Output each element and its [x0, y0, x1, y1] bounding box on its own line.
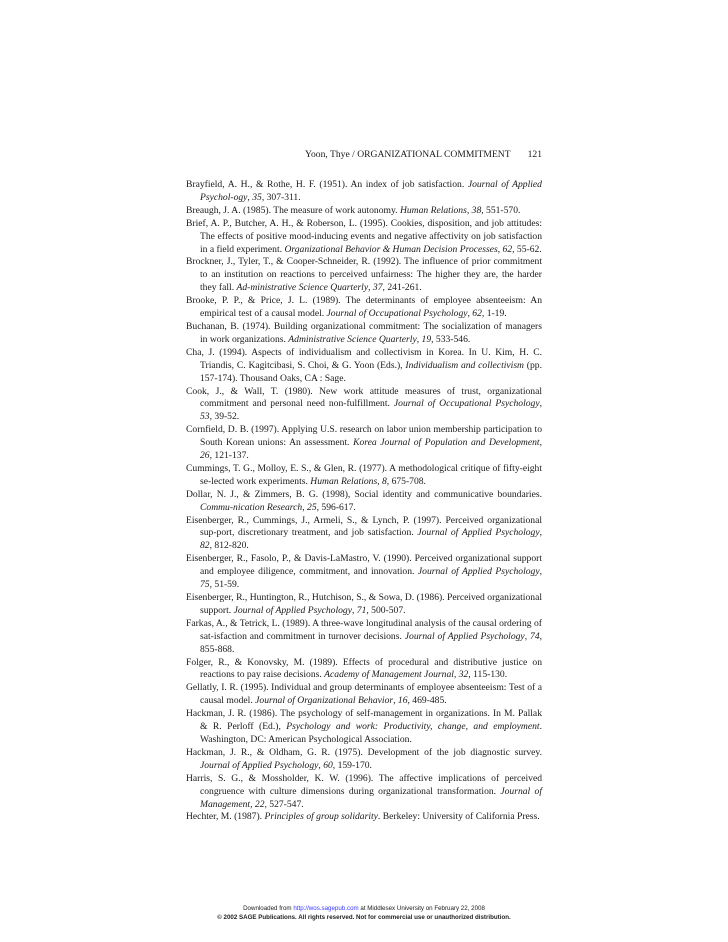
reference-text-segment: ,	[250, 798, 255, 810]
reference-text-segment: , 551-570.	[481, 204, 521, 216]
reference-entry	[186, 424, 542, 463]
reference-italic-segment: Korea Journal of Population and Development	[353, 437, 540, 449]
reference-text-segment: ,	[393, 695, 398, 707]
reference-entry	[186, 218, 542, 257]
reference-italic-segment: Journal of Applied Psychology	[233, 604, 352, 616]
reference-italic-segment: 62	[502, 243, 513, 255]
reference-italic-segment: Human Relations	[310, 475, 378, 487]
reference-text-segment: Farkas, A., & Tetrick, L. (1989). A three-wave longitudinal analysis of the causal ordering of sat-isfaction and commitment in turnover decisions.	[186, 617, 542, 642]
reference-text-segment: Harris, S. G., & Mossholder, K. W. (1996). The affective implications of perceived congruence with culture dimensions during organizational transformation.	[186, 772, 542, 797]
reference-text-segment: Buchanan, B. (1974). Building organizational commitment: The socialization of managers in work organizations.	[186, 320, 542, 345]
reference-text-segment: Hechter, M. (1987).	[186, 811, 265, 823]
reference-italic-segment: Journal of Management	[200, 785, 542, 810]
reference-text-segment: , 469-485.	[407, 695, 447, 707]
reference-entry	[186, 295, 542, 321]
reference-italic-segment: Commu-nication Research	[200, 501, 303, 513]
reference-entry	[186, 657, 542, 683]
reference-italic-segment: Journal of Occupational Psychology	[393, 398, 540, 410]
reference-italic-segment: Journal of Applied Psychol-ogy	[200, 179, 542, 203]
reference-italic-segment: 71	[356, 604, 367, 616]
reference-text-segment: Cha, J. (1994). Aspects of individualism and collectivism in Korea. In U. Kim, H. C. Triandis, C. Kagitcibasi, S. Choi, & G. Yoon (Eds.),	[186, 346, 542, 371]
reference-italic-segment: 60	[323, 759, 333, 771]
reference-entry	[186, 489, 542, 515]
reference-text-segment: Brooke, P. P., & Price, J. L. (1989). The determinants of employee absenteeism: An empirical test of a causal model.	[186, 295, 542, 320]
reference-entry	[186, 463, 542, 489]
running-header	[186, 148, 542, 162]
reference-entry	[186, 205, 542, 218]
reference-text-segment: . Berkeley: University of California Press.	[377, 811, 540, 823]
reference-italic-segment: Journal of Occupational Psychology	[326, 308, 468, 320]
running-title: Yoon, Thye / ORGANIZATIONAL COMMITMENT	[305, 149, 511, 160]
download-suffix: at Middlesex University on February 22, 2008	[358, 905, 485, 912]
reference-italic-segment: 22	[254, 798, 265, 810]
reference-text-segment: , 51-59.	[209, 579, 240, 591]
reference-italic-segment: Journal of Organizational Behavior	[255, 695, 394, 707]
reference-text-segment: (pp. 157-174). Thousand Oaks, CA : Sage.	[200, 359, 542, 384]
reference-text-segment: , 307-311.	[261, 191, 301, 203]
reference-italic-segment: 19	[421, 333, 432, 345]
reference-italic-segment: Psychology and work: Productivity, change, and employment	[286, 721, 540, 733]
reference-italic-segment: 74	[530, 630, 540, 642]
reference-text-segment: , 159-170.	[332, 759, 372, 771]
reference-italic-segment: Journal of Applied Psychology	[200, 759, 319, 771]
reference-entry	[186, 321, 542, 347]
reference-italic-segment: 35	[252, 191, 262, 203]
page-number: 121	[527, 149, 542, 160]
download-footer	[0, 904, 728, 922]
reference-text-segment: Dollar, N. J., & Zimmers, B. G. (1998), Social identity and communicative boundaries.	[186, 488, 542, 500]
reference-text-segment: Hackman, J. R., & Oldham, G. R. (1975). Development of the job diagnostic survey.	[186, 746, 542, 758]
reference-italic-segment: 16	[397, 695, 408, 707]
reference-text-segment: ,	[539, 398, 542, 410]
reference-text-segment: . Washington, DC: American Psychological Association.	[200, 721, 542, 745]
reference-text-segment: Eisenberger, R., Huntington, R., Hutchison, S., & Sowa, D. (1986). Perceived organizational support.	[186, 592, 542, 616]
reference-text-segment: , 241-261.	[382, 282, 422, 294]
reference-entry	[186, 708, 542, 747]
reference-text-segment: ,	[467, 308, 473, 320]
reference-text-segment: Cummings, T. G., Molloy, E. S., & Glen, R. (1977). A methodological critique of fifty-eight se-lected work experiments.	[186, 462, 542, 487]
download-line	[0, 904, 728, 913]
reference-italic-segment: 26	[200, 450, 210, 462]
reference-text-segment: , 55-62.	[512, 243, 542, 255]
reference-text-segment: Eisenberger, R., Cummings, J., Armeli, S., & Lynch, P. (1997). Perceived organizational sup-port, discretionary treatment, and job satisfaction.	[186, 514, 542, 539]
reference-list	[186, 179, 542, 824]
reference-text-segment: Brockner, J., Tyler, T., & Cooper-Schneider, R. (1992). The influence of prior commitment to an institution on reactions to perceived unfairness: The higher they are, the harder they fall.	[186, 256, 542, 294]
reference-text-segment: Brief, A. P., Butcher, A. H., & Roberson, L. (1995). Cookies, disposition, and job attitudes: The effects of positive mood-inducing events and negative affectivity on job satisfaction in a field experiment.	[186, 217, 542, 255]
download-prefix: Downloaded from	[243, 905, 294, 912]
reference-entry	[186, 386, 542, 425]
reference-italic-segment: 53	[200, 411, 210, 423]
rights-notice: © 2002 SAGE Publications. All rights reserved. Not for commercial use or unauthorized distribution.	[217, 914, 511, 921]
reference-entry	[186, 347, 542, 386]
reference-entry	[186, 747, 542, 773]
reference-text-segment: , 855-868.	[200, 630, 543, 655]
reference-italic-segment: Organizational Behavior & Human Decision Processes	[284, 243, 498, 255]
reference-text-segment: ,	[539, 437, 542, 449]
reference-text-segment: ,	[318, 759, 324, 771]
reference-text-segment: Folger, R., & Konovsky, M. (1989). Effects of procedural and distributive justice on reactions to pay raise decisions.	[186, 656, 542, 681]
reference-text-segment: , 39-52.	[209, 411, 240, 423]
reference-text-segment: ,	[247, 191, 253, 203]
reference-italic-segment: 38	[471, 204, 482, 216]
reference-entry	[186, 592, 542, 618]
reference-text-segment: ,	[539, 566, 542, 578]
reference-text-segment: ,	[539, 527, 542, 539]
reference-italic-segment: 32	[458, 669, 469, 681]
reference-text-segment: , 596-617.	[316, 501, 356, 513]
reference-text-segment: , 533-546.	[431, 333, 471, 345]
reference-italic-segment: 25	[307, 501, 317, 513]
reference-text-segment: ,	[351, 604, 357, 616]
reference-italic-segment: 37	[372, 282, 383, 294]
reference-italic-segment: Ad-ministrative Science Quarterly	[236, 282, 369, 294]
reference-text-segment: , 1-19.	[481, 308, 507, 320]
reference-text-segment: Breaugh, J. A. (1985). The measure of work autonomy.	[186, 204, 400, 216]
reference-text-segment: ,	[416, 333, 422, 345]
reference-entry	[186, 256, 542, 295]
reference-italic-segment: Academy of Management Journal	[324, 669, 454, 681]
reference-text-segment: Hackman, J. R. (1986). The psychology of self-management in organizations. In M. Pallak & R. Perloff (Ed.),	[186, 708, 542, 733]
reference-text-segment: , 121-137.	[209, 450, 249, 462]
reference-italic-segment: 8	[381, 475, 387, 487]
reference-entry	[186, 179, 542, 205]
reference-text-segment: ,	[497, 243, 503, 255]
reference-italic-segment: 75	[200, 579, 210, 591]
reference-text-segment: ,	[377, 475, 382, 487]
reference-italic-segment: Journal of Applied Psychology	[417, 566, 540, 578]
reference-italic-segment: Principles of group solidarity	[264, 811, 378, 823]
reference-entry	[186, 553, 542, 592]
reference-text-segment: , 675-708.	[386, 475, 426, 487]
reference-text-segment: Brayfield, A. H., & Rothe, H. F. (1951). An index of job satisfaction.	[186, 179, 468, 190]
reference-text-segment: , 812-820.	[209, 540, 249, 552]
reference-italic-segment: Human Relations	[399, 204, 467, 216]
reference-text-segment: ,	[302, 501, 308, 513]
reference-text-segment: ,	[466, 204, 472, 216]
reference-entry	[186, 773, 542, 812]
reference-italic-segment: Journal of Applied Psychology	[417, 527, 540, 539]
reference-text-segment: , 527-547.	[264, 798, 304, 810]
reference-text-segment: , 115-130.	[468, 669, 508, 681]
reference-italic-segment: Administrative Science Quarterly	[288, 333, 417, 345]
reference-italic-segment: Journal of Applied Psychology	[404, 630, 525, 642]
reference-entry	[186, 618, 542, 657]
reference-text-segment: Cornfield, D. B. (1997). Applying U.S. research on labor union membership participation to South Korean unions: An assessment.	[186, 424, 542, 449]
reference-italic-segment: Individualism and collectivism	[405, 359, 524, 371]
reference-text-segment: Cook, J., & Wall, T. (1980). New work attitude measures of trust, organizational commitment and personal need non-fulfillment.	[186, 385, 542, 410]
reference-entry	[186, 515, 542, 554]
reference-entry	[186, 811, 542, 824]
reference-italic-segment: 82	[200, 540, 210, 552]
reference-text-segment: , 500-507.	[366, 604, 406, 616]
reference-entry	[186, 682, 542, 708]
reference-text-segment: ,	[368, 282, 373, 294]
reference-italic-segment: 62	[472, 308, 482, 320]
reference-text-segment: Eisenberger, R., Fasolo, P., & Davis-LaMastro, V. (1990). Perceived organizational support and employee diligence, commitment, and innovation.	[186, 553, 542, 578]
download-link[interactable]: http://wos.sagepub.com	[293, 905, 359, 912]
reference-text-segment: ,	[524, 630, 531, 642]
reference-text-segment: ,	[453, 669, 459, 681]
reference-text-segment: Gellatly, I. R. (1995). Individual and group determinants of employee absenteeism: Test of a causal model.	[186, 682, 542, 707]
